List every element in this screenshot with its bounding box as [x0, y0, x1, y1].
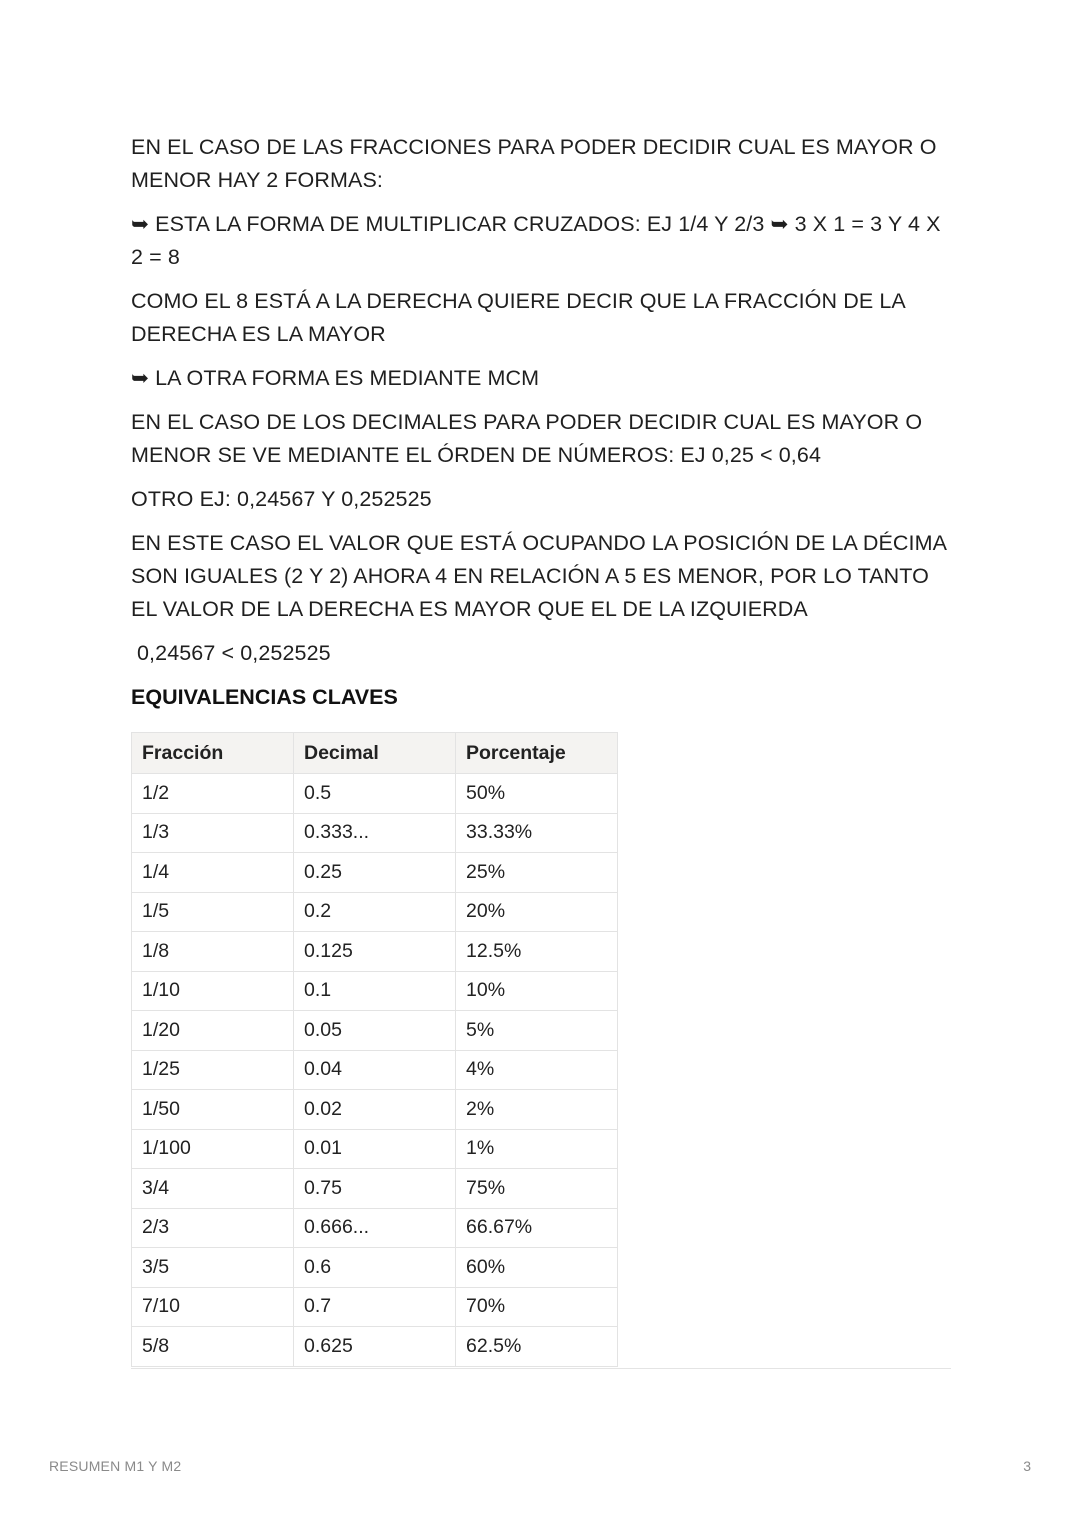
cell-porcentaje: 75% — [456, 1169, 618, 1209]
header-porcentaje: Porcentaje — [456, 733, 618, 774]
cell-fraccion: 1/2 — [132, 774, 294, 814]
table-row — [132, 853, 618, 893]
cell-porcentaje: 10% — [456, 971, 618, 1011]
footer-document-title: RESUMEN M1 Y M2 — [49, 1458, 182, 1474]
table-row — [132, 1050, 618, 1090]
cell-decimal: 0.01 — [294, 1129, 456, 1169]
cell-decimal: 0.5 — [294, 774, 456, 814]
cell-fraccion: 1/3 — [132, 813, 294, 853]
section-heading: EQUIVALENCIAS CLAVES — [131, 685, 398, 709]
equivalencias-table — [131, 732, 618, 1367]
paragraph-comparacion-resultado: 0,24567 < 0,252525 — [137, 641, 331, 665]
table-row — [132, 1327, 618, 1367]
table-header-row — [132, 733, 618, 774]
paragraph-text: ESTA LA FORMA DE MULTIPLICAR CRUZADOS: EJ 1/4 Y 2/3 ➥ 3 X 1 = 3 Y 4 X 2 = 8 — [131, 212, 941, 269]
cell-fraccion: 7/10 — [132, 1287, 294, 1327]
document-body — [131, 131, 951, 1367]
table-row — [132, 932, 618, 972]
table-row — [132, 1011, 618, 1051]
table-row — [132, 813, 618, 853]
cell-decimal: 0.6 — [294, 1248, 456, 1288]
cell-decimal: 0.625 — [294, 1327, 456, 1367]
cell-fraccion: 1/5 — [132, 892, 294, 932]
cell-porcentaje: 4% — [456, 1050, 618, 1090]
paragraph-conclusion-fraccion: COMO EL 8 ESTÁ A LA DERECHA QUIERE DECIR QUE LA FRACCIÓN DE LA DERECHA ES LA MAYOR — [131, 289, 905, 346]
cell-porcentaje: 12.5% — [456, 932, 618, 972]
header-decimal: Decimal — [294, 733, 456, 774]
paragraph-mcm — [131, 362, 951, 395]
header-fraccion: Fracción — [132, 733, 294, 774]
table-row — [132, 892, 618, 932]
paragraph-explicacion-decima: EN ESTE CASO EL VALOR QUE ESTÁ OCUPANDO LA POSICIÓN DE LA DÉCIMA SON IGUALES (2 Y 2) AHORA 4 EN RELACIÓN A 5 ES MENOR, POR LO TANTO EL VALOR DE LA DERECHA ES MAYOR QUE EL DE LA IZQUIERDA — [131, 531, 946, 621]
paragraph-text: LA OTRA FORMA ES MEDIANTE MCM — [155, 366, 540, 390]
cell-fraccion: 2/3 — [132, 1208, 294, 1248]
cell-decimal: 0.05 — [294, 1011, 456, 1051]
table-row — [132, 971, 618, 1011]
cell-porcentaje: 1% — [456, 1129, 618, 1169]
cell-fraccion: 1/10 — [132, 971, 294, 1011]
cell-fraccion: 5/8 — [132, 1327, 294, 1367]
footer-page-number: 3 — [1023, 1458, 1031, 1474]
cell-porcentaje: 5% — [456, 1011, 618, 1051]
arrow-bullet-icon: ➥ — [131, 212, 150, 236]
cell-porcentaje: 60% — [456, 1248, 618, 1288]
cell-fraccion: 3/5 — [132, 1248, 294, 1288]
cell-fraccion: 1/20 — [132, 1011, 294, 1051]
table-row — [132, 1287, 618, 1327]
table-row — [132, 1169, 618, 1209]
cell-decimal: 0.04 — [294, 1050, 456, 1090]
table-row — [132, 1248, 618, 1288]
cell-decimal: 0.125 — [294, 932, 456, 972]
cell-decimal: 0.75 — [294, 1169, 456, 1209]
table-row — [132, 1208, 618, 1248]
cell-decimal: 0.1 — [294, 971, 456, 1011]
cell-porcentaje: 20% — [456, 892, 618, 932]
cell-porcentaje: 66.67% — [456, 1208, 618, 1248]
cell-fraccion: 1/8 — [132, 932, 294, 972]
cell-decimal: 0.666... — [294, 1208, 456, 1248]
cell-porcentaje: 2% — [456, 1090, 618, 1130]
paragraph-otro-ejemplo: OTRO EJ: 0,24567 Y 0,252525 — [131, 487, 432, 511]
cell-fraccion: 1/4 — [132, 853, 294, 893]
cell-porcentaje: 62.5% — [456, 1327, 618, 1367]
cell-fraccion: 3/4 — [132, 1169, 294, 1209]
cell-decimal: 0.333... — [294, 813, 456, 853]
table-row — [132, 774, 618, 814]
cell-fraccion: 1/100 — [132, 1129, 294, 1169]
cell-decimal: 0.2 — [294, 892, 456, 932]
divider — [131, 1368, 951, 1369]
paragraph-multiplicar-cruzados — [131, 208, 951, 274]
paragraph-decimales-intro: EN EL CASO DE LOS DECIMALES PARA PODER DECIDIR CUAL ES MAYOR O MENOR SE VE MEDIANTE EL ÓRDEN DE NÚMEROS: EJ 0,25 < 0,64 — [131, 410, 923, 467]
cell-porcentaje: 33.33% — [456, 813, 618, 853]
table-row — [132, 1129, 618, 1169]
cell-decimal: 0.25 — [294, 853, 456, 893]
cell-porcentaje: 25% — [456, 853, 618, 893]
cell-fraccion: 1/25 — [132, 1050, 294, 1090]
cell-porcentaje: 50% — [456, 774, 618, 814]
cell-decimal: 0.02 — [294, 1090, 456, 1130]
cell-fraccion: 1/50 — [132, 1090, 294, 1130]
arrow-bullet-icon: ➥ — [131, 366, 150, 390]
cell-decimal: 0.7 — [294, 1287, 456, 1327]
cell-porcentaje: 70% — [456, 1287, 618, 1327]
paragraph-fracciones-intro: EN EL CASO DE LAS FRACCIONES PARA PODER DECIDIR CUAL ES MAYOR O MENOR HAY 2 FORMAS: — [131, 135, 937, 192]
table-row — [132, 1090, 618, 1130]
